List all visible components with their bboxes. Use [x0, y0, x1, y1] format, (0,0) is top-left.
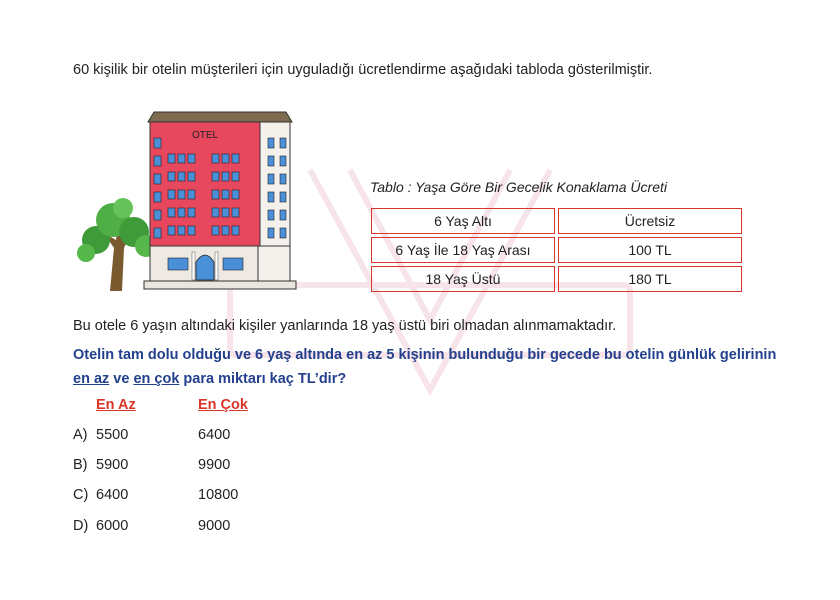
question-part: ve	[109, 371, 134, 387]
tree-icon	[77, 198, 157, 291]
price-cell: 100 TL	[558, 237, 742, 263]
option-max-value: 6400	[198, 427, 231, 443]
intro-text: 60 kişilik bir otelin müşterileri için uyguladığı ücretlendirme aşağıdaki tabloda gösterilmiştir.	[73, 62, 653, 78]
table-row	[371, 237, 742, 263]
age-group-cell: 6 Yaş İle 18 Yaş Arası	[371, 237, 555, 263]
age-group-cell: 18 Yaş Üstü	[371, 266, 555, 292]
option-min-value: 5500	[96, 427, 129, 443]
option-max-value: 9000	[198, 518, 231, 534]
table-row	[371, 208, 742, 234]
option-min-value: 5900	[96, 457, 129, 473]
price-cell: Ücretsiz	[558, 208, 742, 234]
option-max-value: 9900	[198, 457, 231, 473]
option-letter[interactable]: D)	[73, 518, 89, 534]
question-part: para miktarı kaç TL’dir?	[179, 371, 347, 387]
option-letter[interactable]: C)	[73, 487, 89, 503]
hotel-sign: OTEL	[191, 130, 219, 141]
option-letter[interactable]: B)	[73, 457, 88, 473]
hotel-illustration	[68, 108, 303, 298]
note-text: Bu otele 6 yaşın altındaki kişiler yanlarında 18 yaş üstü biri olmadan alınmamaktadır.	[73, 318, 617, 334]
table-row	[371, 266, 742, 292]
header-min: En Az	[96, 397, 136, 413]
age-group-cell: 6 Yaş Altı	[371, 208, 555, 234]
price-cell: 180 TL	[558, 266, 742, 292]
table-caption: Tablo : Yaşa Göre Bir Gecelik Konaklama Ücreti	[370, 179, 667, 195]
header-max: En Çok	[198, 397, 248, 413]
option-letter[interactable]: A)	[73, 427, 88, 443]
question-emphasis-max: en çok	[133, 371, 180, 387]
price-table	[368, 205, 745, 295]
option-min-value: 6000	[96, 518, 129, 534]
question-emphasis-min: en az	[73, 371, 110, 387]
question-text	[73, 343, 793, 391]
option-min-value: 6400	[96, 487, 129, 503]
question-part: Otelin tam dolu olduğu ve 6 yaş altında en az 5 kişinin bulunduğu bir gecede bu otelin günlük gelirinin	[73, 347, 777, 363]
option-max-value: 10800	[198, 487, 239, 503]
